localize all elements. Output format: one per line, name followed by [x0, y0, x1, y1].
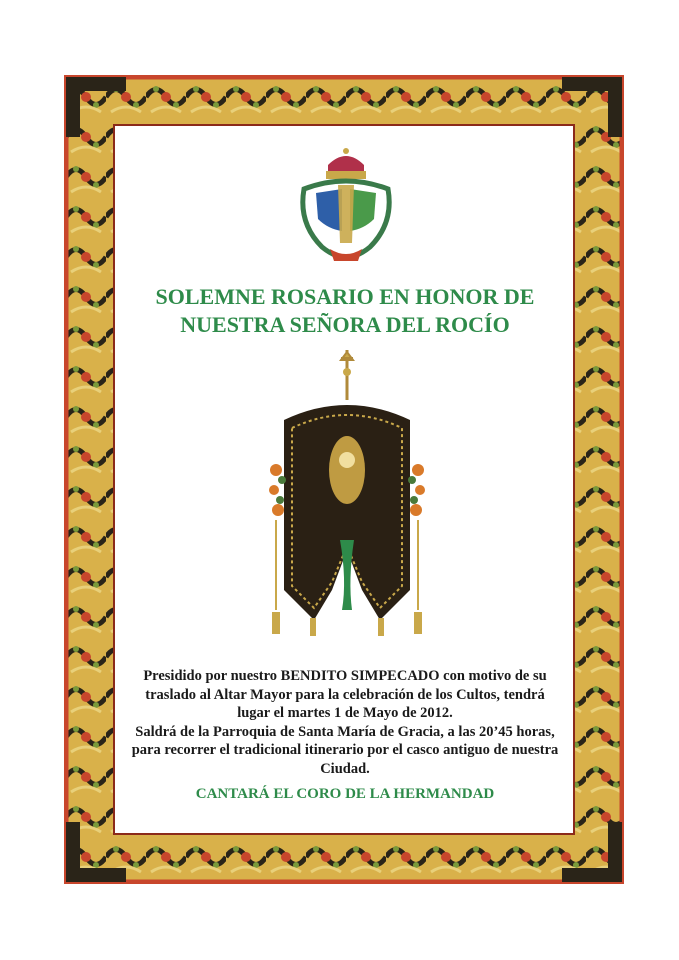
coat-of-arms-crest [290, 143, 402, 271]
title-line-1: SOLEMNE ROSARIO EN HONOR DE [155, 284, 535, 309]
announcement-paragraph-1: Presidido por nuestro BENDITO SIMPECADO con motivo de su traslado al Altar Mayor para la celebración de los Cultos, tendrá lugar el martes 1 de Mayo de 2012. [143, 668, 547, 721]
title-line-2: NUESTRA SEÑORA DEL ROCÍO [180, 312, 510, 337]
announcement-text [130, 667, 560, 778]
announcement-paragraph-2: Saldrá de la Parroquia de Santa María de Gracia, a las 20’45 horas, para recorrer el tradicional itinerario por el casco antiguo de nuestra Ciudad. [131, 723, 559, 777]
choir-note: CANTARÁ EL CORO DE LA HERMANDAD [195, 786, 495, 802]
simpecado-banner-image [262, 350, 432, 648]
